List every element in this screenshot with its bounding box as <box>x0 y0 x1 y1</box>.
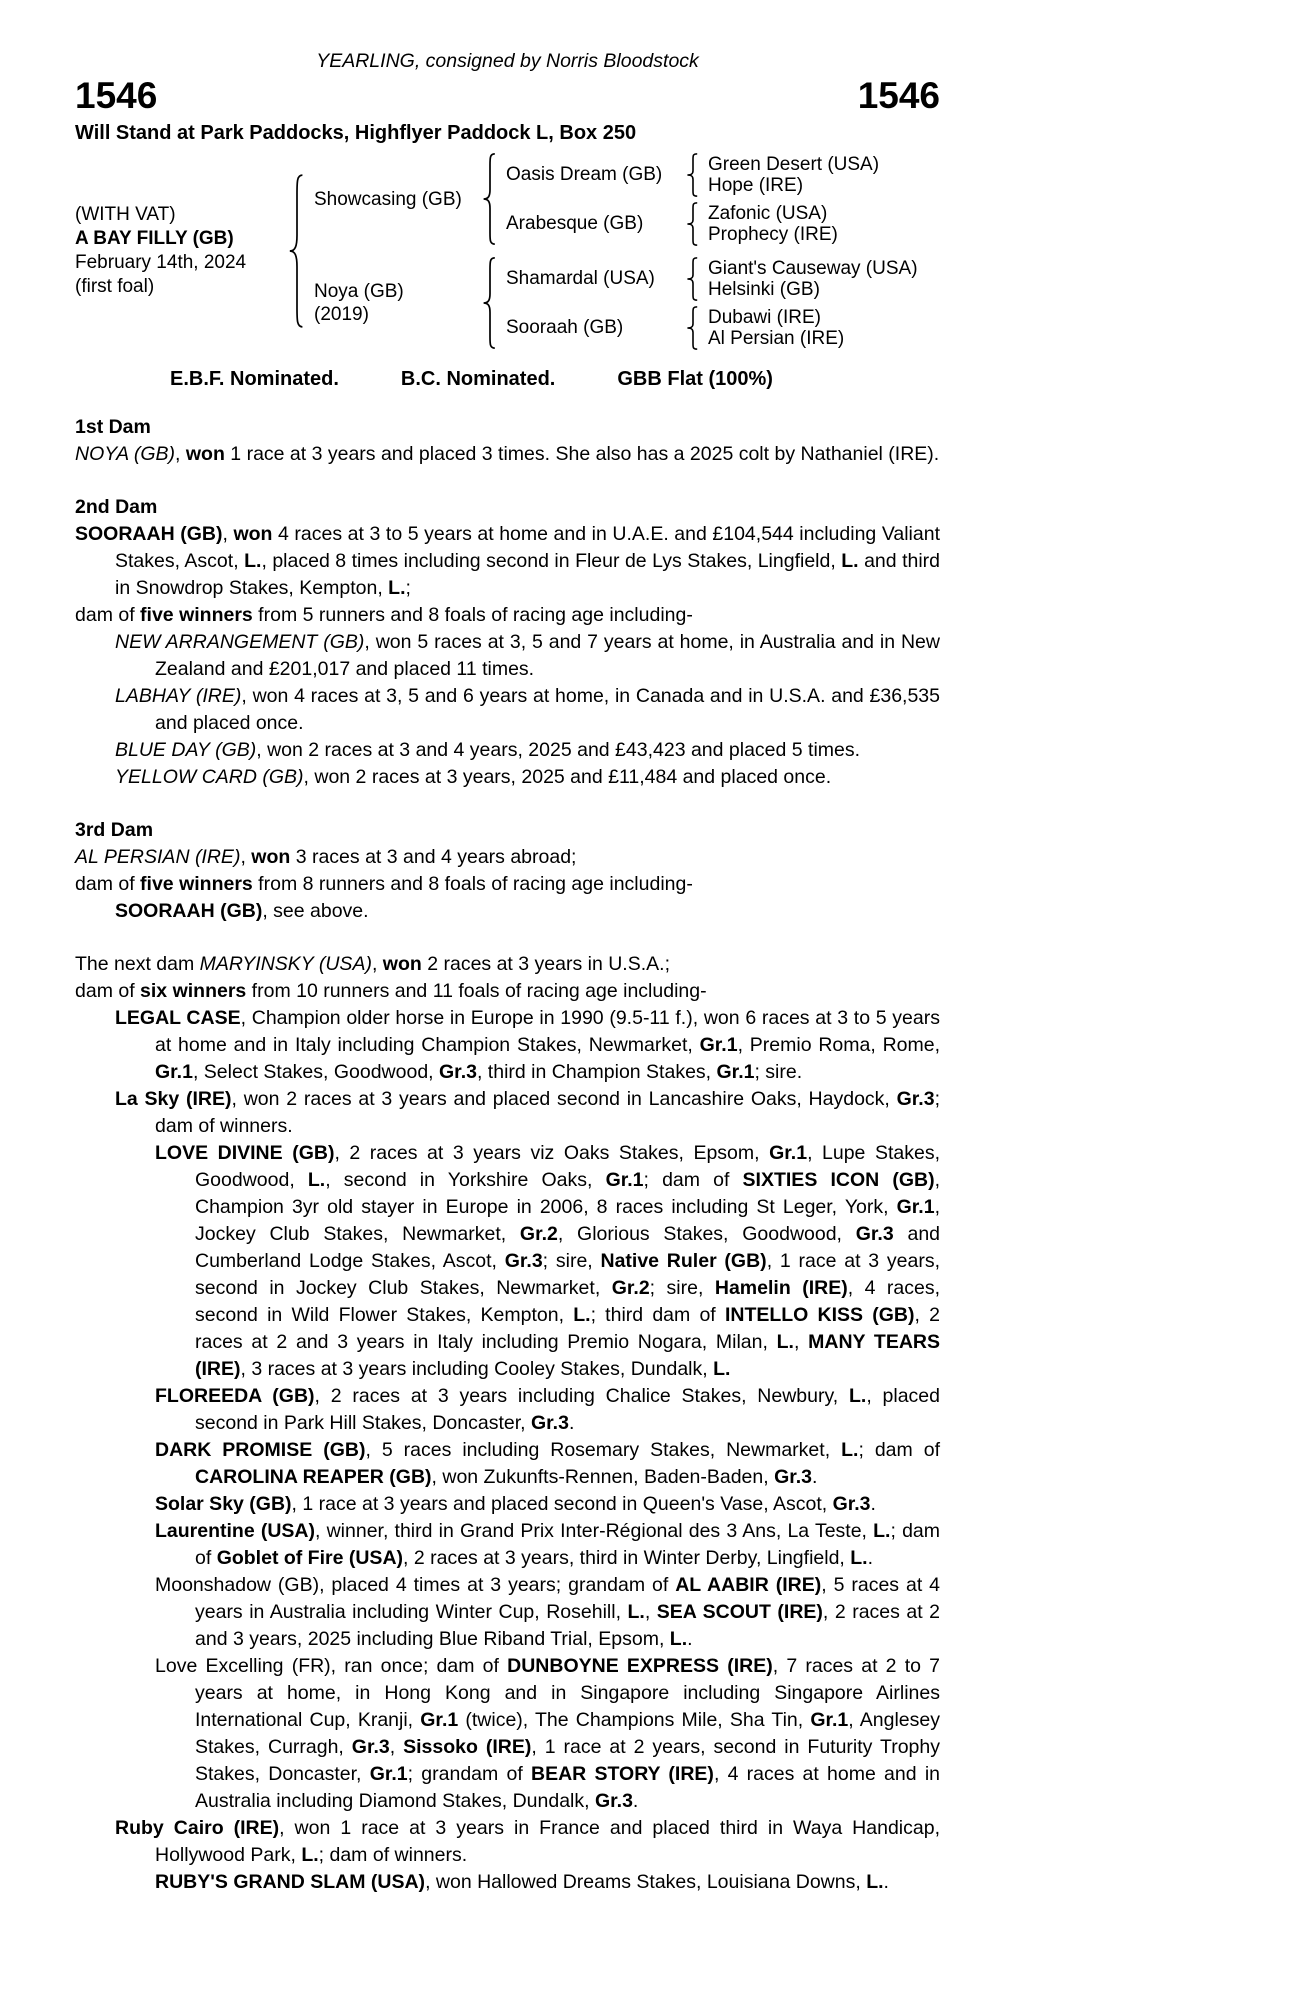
nominations-row <box>170 366 940 392</box>
lot-number-right: 1546 <box>857 75 940 116</box>
text-segment: CAROLINA REAPER (GB) <box>195 1466 432 1488</box>
text-segment: Gr.1 <box>420 1709 459 1731</box>
text-segment: . <box>632 1790 639 1812</box>
generation-two-column <box>314 152 918 350</box>
solar-sky-paragraph <box>75 1491 940 1518</box>
al-persian-dam-of-line <box>75 871 940 898</box>
text-segment: , 2 races at 3 years viz Oaks Stakes, Epsom, <box>334 1142 770 1164</box>
dam-name: Noya (GB) <box>314 281 404 302</box>
dam-dam-dam-name: Al Persian (IRE) <box>708 327 845 349</box>
dam-grandparents <box>506 257 918 350</box>
text-segment: and Cumberland Lodge Stakes, Ascot, <box>195 1223 941 1272</box>
text-segment: Gr.1 <box>769 1142 808 1164</box>
text-segment: MARYINSKY (USA) <box>199 953 372 975</box>
text-segment: 3rd Dam <box>75 819 154 841</box>
pedigree-table <box>75 152 940 350</box>
text-segment: Gr.1 <box>155 1061 193 1083</box>
text-segment: , 2 races at 3 years, third in Winter Derby, Lingfield, <box>403 1547 851 1569</box>
text-segment: L. <box>244 550 262 572</box>
laurentine-paragraph <box>75 1518 940 1572</box>
text-segment: Gr.3 <box>855 1223 894 1245</box>
moonshadow-paragraph <box>75 1572 940 1653</box>
text-segment: , won 2 races at 3 years, 2025 and £11,484 and placed once. <box>303 766 832 788</box>
text-segment: 3 races at 3 and 4 years abroad; <box>290 846 577 868</box>
sire-sire-branch <box>506 153 879 197</box>
text-segment: , 2 races at 3 years including Chalice Stakes, Newbury, <box>314 1385 849 1407</box>
text-segment: , Glorious Stakes, Goodwood, <box>557 1223 856 1245</box>
rubys-grand-slam-paragraph <box>75 1869 940 1896</box>
sire-dam-sire-name: Zafonic (USA) <box>708 202 828 224</box>
text-segment: Gr.1 <box>896 1196 935 1218</box>
text-segment: L. <box>388 577 406 599</box>
text-segment: won <box>382 953 422 975</box>
text-segment: , 5 races at 4 years in Australia including Winter Cup, Rosehill, <box>195 1574 941 1623</box>
text-segment: Native Ruler (GB) <box>600 1250 767 1272</box>
text-segment: L. <box>841 1439 859 1461</box>
dam-name-block <box>314 280 474 326</box>
text-segment: MANY TEARS (IRE) <box>195 1331 941 1380</box>
text-segment: , <box>644 1601 657 1623</box>
dam-sire-branch <box>506 257 918 301</box>
text-segment: ; dam of <box>195 1520 940 1569</box>
text-segment: , placed 8 times including second in Fleur de Lys Stakes, Lingfield, <box>261 550 842 572</box>
text-segment: DUNBOYNE EXPRESS (IRE) <box>507 1655 773 1677</box>
text-segment: , 1 race at 3 years and placed second in Queen's Vase, Ascot, <box>291 1493 833 1515</box>
dam-sire-name: Shamardal (USA) <box>506 267 655 289</box>
text-segment: RUBY'S GRAND SLAM (USA) <box>155 1871 426 1893</box>
text-segment: ; dam of <box>858 1439 940 1461</box>
text-segment: L. <box>713 1358 731 1380</box>
brace-icon <box>686 306 700 350</box>
stand-location-line: Will Stand at Park Paddocks, Highflyer Paddock L, Box 250 <box>75 122 637 144</box>
text-segment: ; grandam of <box>407 1763 531 1785</box>
text-segment: L. <box>307 1169 326 1191</box>
la-sky-paragraph <box>75 1086 940 1140</box>
text-segment: BEAR STORY (IRE) <box>530 1763 714 1785</box>
text-segment: Sissoko (IRE) <box>403 1736 532 1758</box>
text-segment: L. <box>848 1385 867 1407</box>
text-segment: Gr.2 <box>519 1223 558 1245</box>
text-segment: , won 4 races at 3, 5 and 6 years at home, in Canada and in U.S.A. and £36,535 and placed once. <box>155 685 940 734</box>
text-segment: , 2 races at 2 and 3 years, 2025 including Blue Riband Trial, Epsom, <box>195 1601 941 1650</box>
brace-icon <box>686 153 700 197</box>
text-segment: L. <box>841 550 859 572</box>
third-dam-heading <box>75 817 940 844</box>
sooraah-paragraph <box>75 521 940 602</box>
noya-paragraph <box>75 441 940 468</box>
lot-number-row <box>75 76 940 116</box>
text-segment: Ruby Cairo (IRE) <box>115 1817 280 1839</box>
text-segment: YELLOW CARD (GB) <box>115 766 304 788</box>
dam-dam-sire-name: Dubawi (IRE) <box>708 306 821 328</box>
text-segment: , Jockey Club Stakes, Newmarket, <box>195 1196 940 1245</box>
text-segment: . <box>883 1871 889 1893</box>
pedigree-text <box>75 414 940 1896</box>
text-segment: The next dam <box>75 953 200 975</box>
text-segment: L. <box>873 1520 891 1542</box>
text-segment: ; sire, <box>542 1250 601 1272</box>
vat-note: (WITH VAT) <box>75 204 176 225</box>
sire-sire-name: Oasis Dream (GB) <box>506 163 663 185</box>
text-segment: five winners <box>140 873 253 895</box>
text-segment: , won 1 race at 3 years in France and placed third in Waya Handicap, Hollywood Park, <box>155 1817 940 1866</box>
text-segment: Gr.3 <box>531 1412 569 1434</box>
text-segment: , <box>240 846 252 868</box>
text-segment: , third in Champion Stakes, <box>476 1061 717 1083</box>
text-segment: Moonshadow (GB), placed 4 times at 3 years; grandam of <box>155 1574 676 1596</box>
text-segment: Gr.3 <box>896 1088 935 1110</box>
sire-sire-dam-name: Hope (IRE) <box>708 174 804 196</box>
text-segment: ; sire. <box>754 1061 803 1083</box>
second-dam-heading <box>75 494 940 521</box>
text-segment: , 1 race at 2 years, second in Futurity Trophy Stakes, Doncaster, <box>195 1736 940 1785</box>
sire-name: Showcasing (GB) <box>314 188 462 210</box>
brace-icon <box>482 256 498 350</box>
text-segment: L. <box>573 1304 591 1326</box>
text-segment: Gr.3 <box>774 1466 813 1488</box>
text-segment: L. <box>776 1331 794 1353</box>
dark-promise-paragraph <box>75 1437 940 1491</box>
text-segment: , see above. <box>262 900 369 922</box>
text-segment: , <box>222 523 234 545</box>
dam-year: (2019) <box>314 304 369 325</box>
sire-grandparents <box>506 153 879 246</box>
first-dam-heading <box>75 414 940 441</box>
maryinsky-paragraph <box>75 951 940 978</box>
text-segment: 2nd Dam <box>75 496 158 518</box>
text-segment: , Anglesey Stakes, Curragh, <box>195 1709 940 1758</box>
text-segment: 4 races at 3 to 5 years at home and in U.A.E. and £104,544 including Valiant Stakes, Ascot, <box>115 523 941 572</box>
lot-number-left: 1546 <box>75 75 158 116</box>
text-segment: . <box>687 1628 693 1650</box>
maryinsky-dam-of-line <box>75 978 940 1005</box>
text-segment: Gr.1 <box>699 1034 738 1056</box>
text-segment: , <box>389 1736 404 1758</box>
content-column <box>75 48 940 1896</box>
text-segment: BLUE DAY (GB) <box>115 739 257 761</box>
text-segment: AL AABIR (IRE) <box>675 1574 822 1596</box>
text-segment: , Select Stakes, Goodwood, <box>192 1061 440 1083</box>
text-segment: ; <box>405 577 411 599</box>
sooraah-dam-of-line <box>75 602 940 629</box>
text-segment: won <box>251 846 291 868</box>
love-divine-paragraph <box>75 1140 940 1383</box>
sire-dam-branch <box>506 202 879 246</box>
dam-dam-branch <box>506 306 918 350</box>
text-segment: won <box>233 523 273 545</box>
text-segment: , second in Yorkshire Oaks, <box>325 1169 606 1191</box>
sire-dam-dam-name: Prophecy (IRE) <box>708 223 838 245</box>
text-segment: Gr.3 <box>832 1493 871 1515</box>
text-segment: Love Excelling (FR), ran once; dam of <box>155 1655 508 1677</box>
text-segment: La Sky (IRE) <box>115 1088 232 1110</box>
sooraah-see-above-line <box>75 898 940 925</box>
text-segment: from 8 runners and 8 foals of racing age including- <box>252 873 693 895</box>
text-segment: , <box>793 1331 809 1353</box>
text-segment: AL PERSIAN (IRE) <box>75 846 241 868</box>
dam-sire-parents <box>708 258 918 300</box>
text-segment: ; dam of winners. <box>318 1844 468 1866</box>
text-segment: , won 2 races at 3 and 4 years, 2025 and £43,423 and placed 5 times. <box>256 739 861 761</box>
text-segment: L. <box>627 1601 645 1623</box>
subject-foal-note: (first foal) <box>75 276 155 297</box>
text-segment: 1 race at 3 years and placed 3 times. She also has a 2025 colt by Nathaniel (IRE). <box>224 443 940 465</box>
text-segment: SOORAAH (GB) <box>75 523 223 545</box>
text-segment: SEA SCOUT (IRE) <box>656 1601 823 1623</box>
text-segment: five winners <box>140 604 253 626</box>
subject-foaling-date: February 14th, 2024 <box>75 252 247 273</box>
text-segment: Gr.1 <box>716 1061 755 1083</box>
legal-case-paragraph <box>75 1005 940 1086</box>
labhay-paragraph <box>75 683 940 737</box>
text-segment: from 10 runners and 11 foals of racing age including- <box>246 980 707 1002</box>
text-segment: , Champion 3yr old stayer in Europe in 2006, 8 races including St Leger, York, <box>195 1169 941 1218</box>
text-segment: dam of <box>75 604 141 626</box>
text-segment: . <box>812 1466 818 1488</box>
bc-nominated-label: B.C. Nominated. <box>400 368 556 390</box>
al-persian-paragraph <box>75 844 940 871</box>
text-segment: , placed second in Park Hill Stakes, Doncaster, <box>195 1385 940 1434</box>
text-segment: Gr.3 <box>351 1736 390 1758</box>
text-segment: , winner, third in Grand Prix Inter-Régional des 3 Ans, La Teste, <box>315 1520 874 1542</box>
text-segment: Gr.1 <box>369 1763 408 1785</box>
text-segment: and third in Snowdrop Stakes, Kempton, <box>115 550 941 599</box>
text-segment: Gr.3 <box>594 1790 633 1812</box>
floreeda-paragraph <box>75 1383 940 1437</box>
text-segment: , <box>371 953 383 975</box>
text-segment: Gr.1 <box>605 1169 644 1191</box>
text-segment: L. <box>301 1844 319 1866</box>
text-segment: , 4 races, second in Wild Flower Stakes, Kempton, <box>195 1277 941 1326</box>
text-segment: Hamelin (IRE) <box>714 1277 848 1299</box>
text-segment: FLOREEDA (GB) <box>155 1385 315 1407</box>
subject-name: A BAY FILLY (GB) <box>75 228 234 249</box>
text-segment: Goblet of Fire (USA) <box>216 1547 404 1569</box>
text-segment: dam of <box>75 980 141 1002</box>
text-segment: won <box>185 443 225 465</box>
text-segment: , won 2 races at 3 years and placed second in Lancashire Oaks, Haydock, <box>231 1088 897 1110</box>
text-segment: LOVE DIVINE (GB) <box>155 1142 335 1164</box>
text-segment: , 1 race at 3 years, second in Jockey Club Stakes, Newmarket, <box>195 1250 941 1299</box>
ruby-cairo-paragraph <box>75 1815 940 1869</box>
text-segment: ; dam of winners. <box>155 1088 940 1137</box>
sire-dam-parents <box>708 203 838 245</box>
brace-icon <box>686 202 700 246</box>
dam-sire-dam-name: Helsinki (GB) <box>708 278 820 300</box>
text-segment: dam of <box>75 873 141 895</box>
consignor-line: YEARLING, consigned by Norris Bloodstock <box>316 50 699 72</box>
text-segment: INTELLO KISS (GB) <box>724 1304 915 1326</box>
text-segment: , 2 races at 2 and 3 years in Italy including Premio Nogara, Milan, <box>195 1304 940 1353</box>
text-segment: L. <box>866 1871 884 1893</box>
text-segment: NOYA (GB) <box>75 443 176 465</box>
text-segment: SIXTIES ICON (GB) <box>742 1169 935 1191</box>
text-segment: Gr.3 <box>439 1061 477 1083</box>
dam-branch <box>314 256 918 350</box>
text-segment: , won 5 races at 3, 5 and 7 years at home, in Australia and in New Zealand and £201,017 and placed 11 times. <box>155 631 940 680</box>
text-segment: , Lupe Stakes, Goodwood, <box>195 1142 940 1191</box>
text-segment: 2 races at 3 years in U.S.A.; <box>421 953 670 975</box>
text-segment: . <box>870 1493 876 1515</box>
text-segment: L. <box>669 1628 688 1650</box>
gbb-flat-label: GBB Flat (100%) <box>617 368 773 390</box>
text-segment: DARK PROMISE (GB) <box>155 1439 366 1461</box>
dam-dam-name: Sooraah (GB) <box>506 316 624 338</box>
sire-sire-sire-name: Green Desert (USA) <box>708 153 880 175</box>
sire-sire-parents <box>708 154 879 196</box>
text-segment: , <box>175 443 186 465</box>
text-segment: six winners <box>140 980 247 1002</box>
text-segment: Laurentine (USA) <box>155 1520 316 1542</box>
text-segment: NEW ARRANGEMENT (GB) <box>115 631 365 653</box>
text-segment: . <box>568 1412 575 1434</box>
text-segment: ; third dam of <box>590 1304 725 1326</box>
text-segment: Solar Sky (GB) <box>155 1493 292 1515</box>
text-segment: LABHAY (IRE) <box>115 685 242 707</box>
text-segment: Gr.2 <box>611 1277 650 1299</box>
brace-icon <box>288 172 306 330</box>
brace-icon <box>686 257 700 301</box>
text-segment: , 3 races at 3 years including Cooley Stakes, Dundalk, <box>240 1358 714 1380</box>
dam-dam-parents <box>708 307 844 349</box>
text-segment: LEGAL CASE <box>115 1007 241 1029</box>
text-segment: , Champion older horse in Europe in 1990 (9.5-11 f.), won 6 races at 3 to 5 years at home and in Italy including Champion Stakes, Newmarket, <box>155 1007 940 1056</box>
text-segment: from 5 runners and 8 foals of racing age including- <box>252 604 693 626</box>
blue-day-paragraph <box>75 737 940 764</box>
text-segment: , 5 races including Rosemary Stakes, Newmarket, <box>365 1439 842 1461</box>
text-segment: ; dam of <box>643 1169 743 1191</box>
new-arrangement-paragraph <box>75 629 940 683</box>
brace-icon <box>482 152 498 246</box>
text-segment: (twice), The Champions Mile, Sha Tin, <box>458 1709 811 1731</box>
text-segment: , 4 races at home and in Australia including Diamond Stakes, Dundalk, <box>195 1763 940 1812</box>
text-segment: L. <box>850 1547 868 1569</box>
text-segment: Gr.3 <box>504 1250 543 1272</box>
sire-branch <box>314 152 918 246</box>
text-segment: , 7 races at 2 to 7 years at home, in Hong Kong and in Singapore including Singapore Airlines International Cup, Kranji, <box>195 1655 941 1731</box>
text-segment: , won Hallowed Dreams Stakes, Louisiana Downs, <box>425 1871 867 1893</box>
sire-dam-name: Arabesque (GB) <box>506 212 644 234</box>
subject-block <box>75 203 280 299</box>
text-segment: , Premio Roma, Rome, <box>737 1034 941 1056</box>
text-segment: 1st Dam <box>75 416 151 438</box>
text-segment: , won Zukunfts-Rennen, Baden-Baden, <box>431 1466 775 1488</box>
text-segment: . <box>867 1547 874 1569</box>
yellow-card-paragraph <box>75 764 940 791</box>
text-segment: SOORAAH (GB) <box>115 900 263 922</box>
text-segment: Gr.1 <box>810 1709 849 1731</box>
ebf-nominated-label: E.B.F. Nominated. <box>170 368 339 390</box>
text-segment: ; sire, <box>649 1277 715 1299</box>
love-excelling-paragraph <box>75 1653 940 1815</box>
dam-sire-sire-name: Giant's Causeway (USA) <box>708 257 918 279</box>
